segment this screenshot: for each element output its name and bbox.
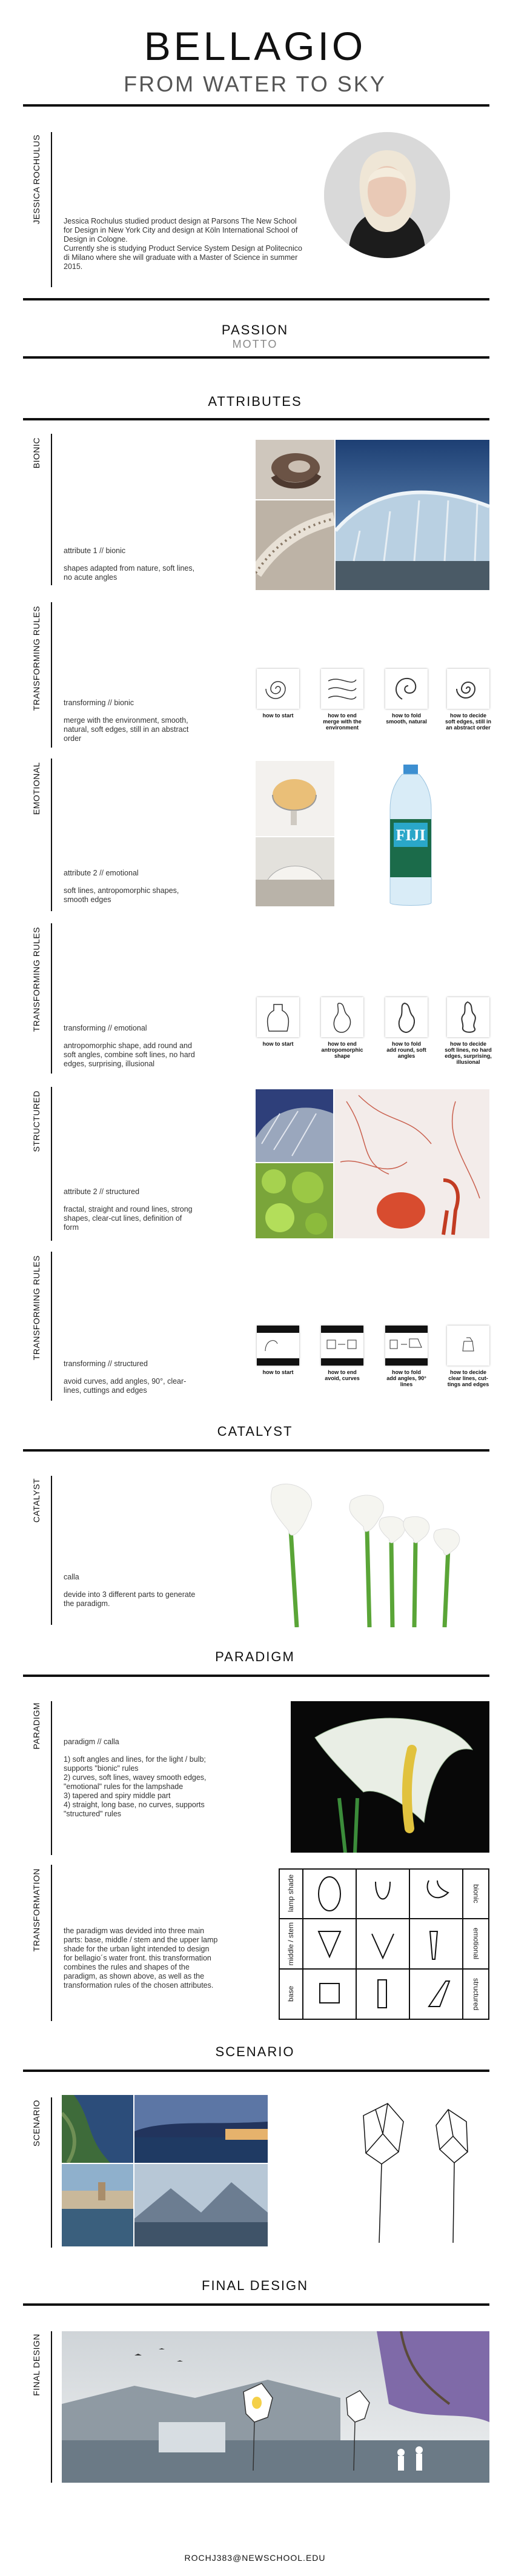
rules3-label: TRANSFORMING RULES — [31, 1255, 41, 1361]
rules3-caption-end: how to end avoid, curves — [325, 1369, 360, 1381]
rules1-label: TRANSFORMING RULES — [31, 606, 41, 711]
transformation-text: the paradigm was devided into three main parts: base, middle / stem and the upper lamp shade for the urban light intended to design for bellagio´s water front. this transformation combines the rules and shapes of the paradigm, as shown above, as well as the transformation rules of the chosen attributes. — [64, 1927, 218, 1990]
rules2-label: TRANSFORMING RULES — [31, 927, 41, 1032]
page-title: BELLAGIO — [144, 24, 366, 68]
rules3-caption-fold: how to fold add angles, 90° lines — [386, 1369, 426, 1387]
emotional-photo-glass — [256, 761, 334, 836]
bionic-photo-sculpture — [256, 440, 334, 499]
rules1-caption-start: how to start — [262, 712, 294, 719]
rules1-caption-fold: how to fold smooth, natural — [386, 712, 427, 725]
grid-col-bionic: bionic — [472, 1884, 480, 1904]
rules2-card-end — [321, 997, 363, 1037]
rules3-text: transforming // structured avoid curves, add angles, 90°, clear- lines, cuttings and edges — [64, 1359, 187, 1395]
rules3-card-decide — [447, 1326, 489, 1366]
emotional-divider — [51, 759, 52, 911]
footer-email[interactable]: ROCHJ383@NEWSCHOOL.EDU — [184, 2553, 326, 2563]
grid-row-middle-stem: middle / stem — [286, 1922, 295, 1966]
passion-rule — [23, 356, 489, 359]
structured-photo-chairs — [334, 1089, 489, 1238]
bionic-photo-building — [336, 440, 489, 590]
paradigm-label: PARADIGM — [31, 1702, 41, 1750]
scenario-photo-village-day — [62, 2164, 133, 2246]
scenario-photo-lake-evening — [134, 2095, 268, 2163]
rules3-card-start — [257, 1326, 299, 1366]
rules2-divider — [51, 923, 52, 1074]
header-rule — [23, 104, 489, 107]
catalyst-title: CATALYST — [217, 1424, 293, 1439]
emotional-photo-bottle — [380, 761, 441, 909]
scenario-title: SCENARIO — [215, 2044, 295, 2059]
catalyst-label: CATALYST — [31, 1478, 41, 1523]
catalyst-divider — [51, 1476, 52, 1625]
attributes-rule — [23, 418, 489, 420]
passion-title: PASSION — [221, 322, 289, 337]
rules3-card-fold — [385, 1326, 428, 1366]
bionic-label: BIONIC — [31, 437, 41, 469]
rules1-card-end — [321, 669, 363, 709]
structured-divider — [51, 1087, 52, 1241]
rules1-text: transforming // bionic merge with the environment, smooth, natural, soft edges, still in an abstract order — [64, 699, 189, 743]
portrait-photo — [324, 132, 450, 258]
final-render — [62, 2331, 489, 2483]
rules1-divider — [51, 602, 52, 748]
rules2-card-start — [257, 997, 299, 1037]
paradigm-text: paradigm // calla 1) soft angles and lines, for the light / bulb; supports "bionic" rules 2) curves, soft lines, wavey smooth edges, "emotional" rules for the lampshade 3) tapered and spiry middle part 4) straight, long base, no curves, supports "structured" rules — [64, 1738, 207, 1818]
structured-label: STRUCTURED — [31, 1090, 41, 1152]
attributes-title: ATTRIBUTES — [208, 394, 302, 409]
page-subtitle: FROM WATER TO SKY — [124, 71, 386, 96]
rules2-card-decide — [447, 997, 489, 1037]
structured-photo-romanesco — [256, 1163, 333, 1238]
rules3-caption-decide: how to decide clear lines, cut- tings and edges — [447, 1369, 489, 1387]
emotional-text: attribute 2 // emotional soft lines, antropomorphic shapes, smooth edges — [64, 869, 179, 904]
paradigm-title: PARADIGM — [215, 1649, 295, 1664]
paradigm-rule — [23, 1675, 489, 1677]
scenario-divider — [51, 2097, 52, 2248]
rules3-card-end — [321, 1326, 363, 1366]
bionic-photo-spine — [256, 500, 334, 590]
emotional-photo-interior — [256, 837, 334, 906]
rules2-caption-fold: how to fold add round, soft angles — [386, 1041, 426, 1059]
passion-motto: MOTTO — [232, 338, 278, 350]
grid-col-emotional: emotional — [472, 1928, 480, 1960]
bio-divider — [51, 132, 52, 287]
catalyst-photo-calla — [248, 1476, 491, 1627]
catalyst-rule — [23, 1449, 489, 1452]
bio-rule — [23, 298, 489, 300]
final-rule — [23, 2303, 489, 2306]
rules3-caption-start: how to start — [262, 1369, 294, 1375]
rules1-caption-decide: how to decide soft edges, still in an abstract order — [445, 712, 491, 731]
transformation-divider — [51, 1865, 52, 2021]
transformation-label: TRANSFORMATION — [31, 1868, 41, 1952]
grid-row-lamp-shade: lamp shade — [286, 1874, 295, 1913]
rules2-caption-decide: how to decide soft lines, no hard edges, surprising, illusional — [445, 1041, 492, 1065]
rules3-divider — [51, 1252, 52, 1401]
rules1-card-fold — [385, 669, 428, 709]
scenario-label: SCENARIO — [31, 2100, 41, 2147]
bottle-brand: FIJI — [396, 826, 426, 844]
rules2-caption-start: how to start — [262, 1041, 294, 1047]
bionic-text: attribute 1 // bionic shapes adapted from nature, soft lines, no acute angles — [64, 546, 195, 582]
final-divider — [51, 2331, 52, 2483]
final-title: FINAL DESIGN — [202, 2278, 308, 2293]
transformation-grid — [279, 1868, 489, 2020]
scenario-photo-lake-mountains — [134, 2164, 268, 2246]
final-label: FINAL DESIGN — [31, 2334, 41, 2396]
structured-text: attribute 2 // structured fractal, straight and round lines, strong shapes, clear-cut lines, definition of form — [64, 1187, 193, 1232]
structured-photo-architecture — [256, 1089, 333, 1162]
rules2-card-fold — [385, 997, 428, 1037]
rules1-card-start — [257, 669, 299, 709]
rules2-caption-end: how to end antropomorphic shape — [321, 1041, 363, 1059]
grid-row-base: base — [286, 1986, 295, 2002]
bio-label: JESSICA ROCHULUS — [31, 134, 41, 225]
rules2-text: transforming // emotional antropomorphic shape, add round and soft angles, combine soft lines, no hard edges, surprising, illusional — [64, 1024, 195, 1068]
scenario-rule — [23, 2070, 489, 2072]
rules1-card-decide — [447, 669, 489, 709]
paradigm-photo-calla — [291, 1701, 489, 1853]
bio-text: Jessica Rochulus studied product design at Parsons The New School for Design in New York City and design at Köln International School of Design in Cologne. Currently she is studying Product Service System Design at Politecnico di Milano where she will graduate with a Master of Science in summer 2015. — [64, 217, 302, 271]
grid-col-structured: structured — [472, 1977, 480, 2011]
scenario-lamp-sketches — [339, 2097, 485, 2249]
bionic-divider — [51, 434, 52, 585]
rules1-caption-end: how to end merge with the environment — [323, 712, 362, 731]
paradigm-divider — [51, 1701, 52, 1855]
scenario-photo-map — [62, 2095, 133, 2163]
catalyst-text: calla devide into 3 different parts to generate the paradigm. — [64, 1573, 196, 1608]
emotional-label: EMOTIONAL — [31, 762, 41, 815]
